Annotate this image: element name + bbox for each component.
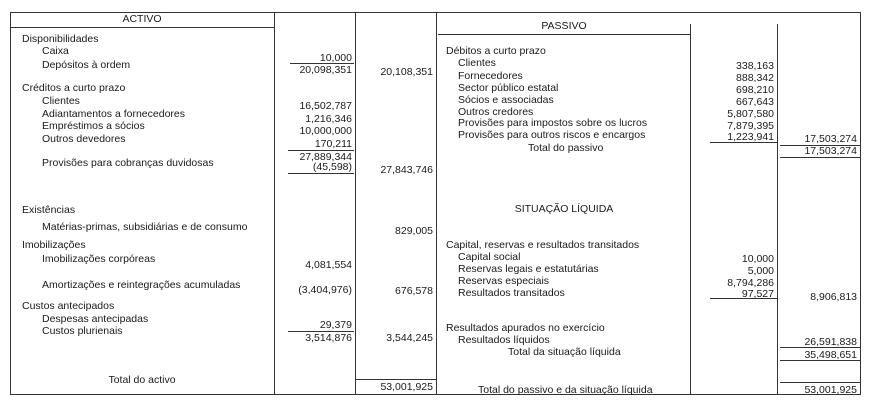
depositos-value: 20,098,351 <box>299 64 352 76</box>
sector-value: 698,210 <box>736 84 774 96</box>
capital-label: Capital, reservas e resultados transitados <box>446 239 640 251</box>
activo-heading: ACTIVO <box>122 13 162 25</box>
materias-value: 829,005 <box>395 225 433 237</box>
existencias-label: Existências <box>22 204 76 216</box>
debitos-label: Débitos a curto prazo <box>446 45 546 57</box>
debitos-clientes-value: 338,163 <box>736 60 774 72</box>
debitos-total: 17,503,274 <box>804 133 857 145</box>
total-passivo-value: 17,503,274 <box>804 145 857 157</box>
creditos-label: Créditos a curto prazo <box>22 82 126 94</box>
outros-credores-label: Outros credores <box>458 106 534 118</box>
total-rule <box>356 379 436 380</box>
sum-rule <box>780 157 860 158</box>
reservas-especiais-label: Reservas especiais <box>458 275 550 287</box>
frame-right <box>860 12 861 395</box>
custos-label: Custos antecipados <box>22 300 115 312</box>
emprestimos-label: Empréstimos a sócios <box>42 120 145 132</box>
disponibilidades-total: 20,108,351 <box>380 66 433 78</box>
resultados-liquidos-label: Resultados líquidos <box>458 334 550 346</box>
outros-devedores-label: Outros devedores <box>42 133 126 145</box>
socios-value: 667,643 <box>736 96 774 108</box>
resultados-apurados-label: Resultados apurados no exercício <box>446 322 605 334</box>
total-passivo-label: Total do passivo <box>528 142 604 154</box>
disponibilidades-label: Disponibilidades <box>22 33 99 45</box>
capital-social-label: Capital social <box>458 251 521 263</box>
capital-total: 8,906,813 <box>810 291 857 303</box>
passivo-heading-rule <box>438 34 690 35</box>
resultados-liquidos-value: 26,591,838 <box>804 336 857 348</box>
grand-total-label: Total do passivo e da situação líquida <box>478 384 653 396</box>
col-divider-3 <box>436 12 437 395</box>
fornecedores-label: Fornecedores <box>458 70 523 82</box>
imobilizacoes-label: Imobilizações <box>22 239 86 251</box>
outros-devedores-value: 170,211 <box>314 138 352 150</box>
prov-impostos-label: Provisões para impostos sobre os lucros <box>458 117 648 129</box>
fornecedores-value: 888,342 <box>736 72 774 84</box>
emprestimos-value: 10,000,000 <box>299 125 352 137</box>
reservas-legais-value: 5,000 <box>747 265 774 277</box>
resultados-transitados-value: 97,527 <box>741 288 774 300</box>
provisoes-cobrancas-label: Provisões para cobranças duvidosas <box>42 157 214 169</box>
socios-label: Sócios e associadas <box>458 94 554 106</box>
despesas-value: 29,379 <box>319 319 352 331</box>
total-activo-value: 53,001,925 <box>380 381 433 393</box>
adiantamentos-value: 1,216,346 <box>305 113 352 125</box>
prov-riscos-value: 1,223,941 <box>727 131 774 143</box>
debitos-clientes-label: Clientes <box>458 57 496 69</box>
corporeas-value: 4,081,554 <box>305 259 352 271</box>
total-activo-label: Total do activo <box>108 374 176 386</box>
prov-riscos-label: Provisões para outros riscos e encargos <box>458 129 646 141</box>
total-rule <box>780 382 860 383</box>
plurienais-value: 3,514,876 <box>305 332 352 344</box>
creditos-subtotal: 27,889,344 <box>299 151 352 163</box>
capital-social-value: 10,000 <box>741 253 774 265</box>
caixa-value: 10,000 <box>319 52 352 64</box>
corporeas-label: Imobilizações corpóreas <box>42 253 156 265</box>
grand-total-value: 53,001,925 <box>804 384 857 396</box>
adiantamentos-label: Adiantamentos a fornecedores <box>42 108 186 120</box>
total-situacao-value: 35,498,651 <box>804 349 857 361</box>
reservas-legais-label: Reservas legais e estatutárias <box>458 263 599 275</box>
creditos-total: 27,843,746 <box>380 164 433 176</box>
passivo-heading: PASSIVO <box>541 20 587 32</box>
provisoes-cobrancas-value: (45,598) <box>312 161 352 173</box>
custos-total: 3,544,245 <box>386 332 433 344</box>
plurienais-label: Custos plurienais <box>42 325 123 337</box>
reservas-especiais-value: 8,794,286 <box>727 277 774 289</box>
total-situacao-label: Total da situação líquida <box>508 346 621 358</box>
imobilizacoes-total: 676,578 <box>395 285 433 297</box>
sum-rule <box>288 173 354 174</box>
creditos-clientes-label: Clientes <box>42 95 80 107</box>
despesas-label: Despesas antecipadas <box>42 313 149 325</box>
creditos-clientes-value: 16,502,787 <box>299 100 352 112</box>
resultados-transitados-label: Resultados transitados <box>458 287 565 299</box>
activo-heading-rule <box>10 27 274 28</box>
amortizacoes-value: (3,404,976) <box>298 284 352 296</box>
frame-left <box>10 12 11 395</box>
amortizacoes-label: Amortizações e reintegrações acumuladas <box>42 279 241 291</box>
caixa-label: Caixa <box>42 45 69 57</box>
depositos-label: Depósitos à ordem <box>42 59 131 71</box>
prov-impostos-value: 7,879,395 <box>727 120 774 132</box>
sector-label: Sector público estatal <box>458 82 559 94</box>
outros-credores-value: 5,807,580 <box>727 108 774 120</box>
materias-label: Matérias-primas, subsidiárias e de consumo <box>42 221 248 233</box>
situacao-heading: SITUAÇÃO LÍQUIDA <box>514 203 614 215</box>
